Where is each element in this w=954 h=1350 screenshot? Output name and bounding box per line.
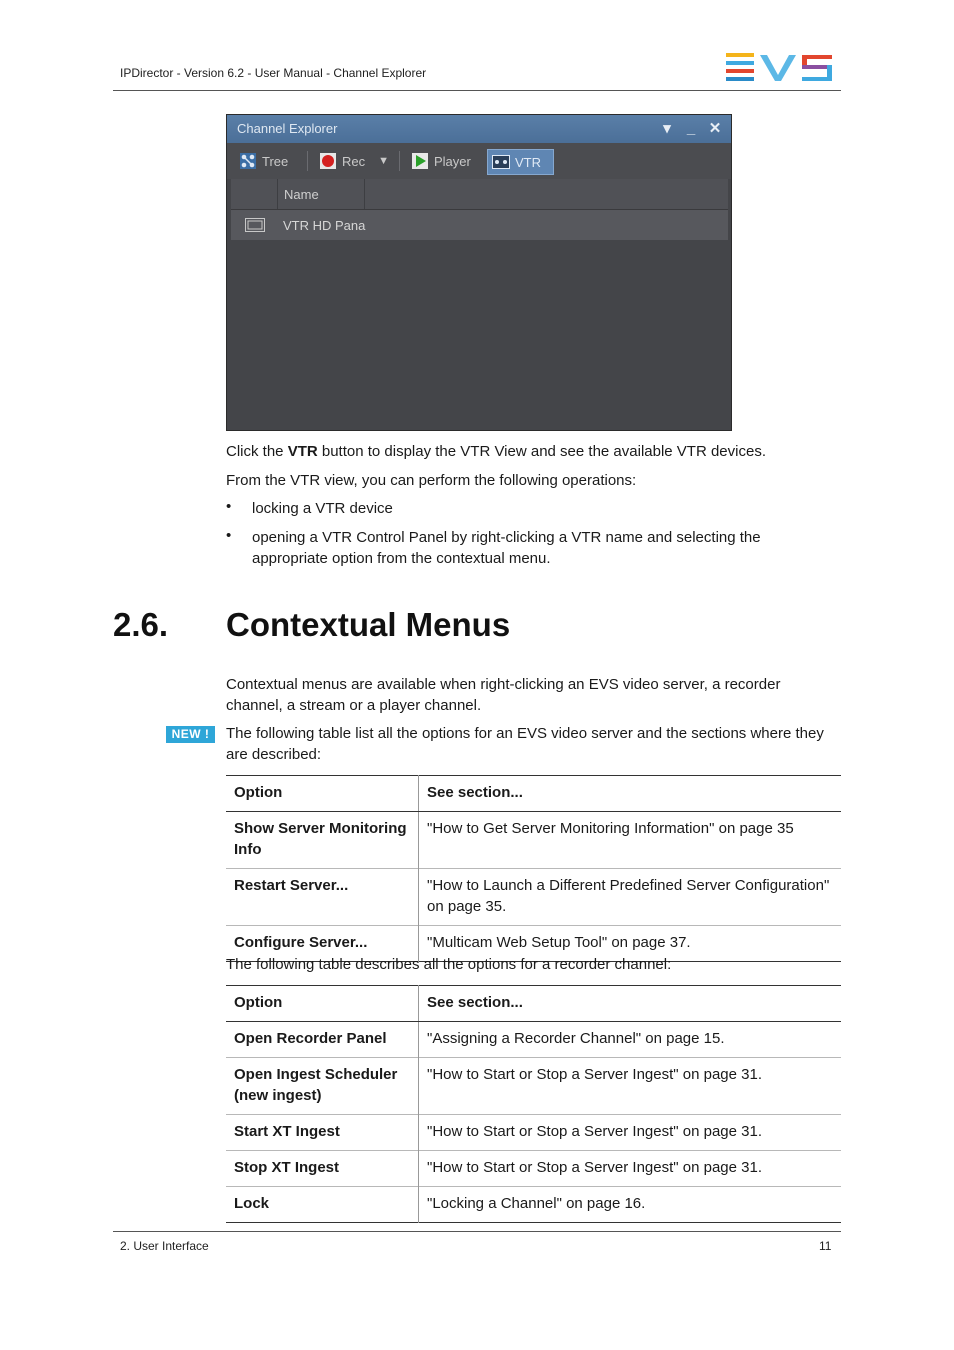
section-number: 2.6. xyxy=(113,606,169,643)
table-cell-option: Restart Server... xyxy=(226,869,419,926)
vtr-device-name[interactable]: VTR HD Pana xyxy=(283,218,366,233)
play-icon xyxy=(411,152,429,170)
bullet-item: opening a VTR Control Panel by right-clicking a VTR name and selecting the appropriate option from the contextual menu. xyxy=(252,529,761,567)
vtr-device-icon xyxy=(245,218,265,232)
table-cell-section: "How to Start or Stop a Server Ingest" on page 31. xyxy=(427,1159,763,1176)
table-cell-option: Lock xyxy=(226,1187,419,1223)
table-cell-section: "Assigning a Recorder Channel" on page 15. xyxy=(427,1030,725,1047)
paragraph: Click the VTR button to display the VTR View and see the available VTR devices. xyxy=(226,443,766,460)
rec-button[interactable] xyxy=(319,149,389,173)
toolbar-separator xyxy=(399,151,400,171)
rec-dropdown-icon[interactable]: ▼ xyxy=(378,155,390,167)
vtr-button[interactable] xyxy=(487,149,554,175)
paragraph: The following table list all the options for an EVS video server and the sections where they are described: xyxy=(226,725,824,763)
table-row xyxy=(226,1187,841,1223)
table-cell-section: "How to Start or Stop a Server Ingest" on page 31. xyxy=(427,1123,763,1140)
table-row xyxy=(226,812,841,869)
toolbar xyxy=(227,143,731,179)
tree-icon xyxy=(239,152,257,170)
paragraph: From the VTR view, you can perform the following operations: xyxy=(226,472,637,489)
close-icon[interactable]: ✕ xyxy=(708,120,722,137)
table-row xyxy=(226,1151,841,1187)
server-options-table xyxy=(226,775,841,962)
table-cell-section: "Multicam Web Setup Tool" on page 37. xyxy=(427,934,691,951)
window-title: Channel Explorer xyxy=(237,121,338,136)
recorder-options-table xyxy=(226,985,841,1223)
table-cell-option: Start XT Ingest xyxy=(226,1115,419,1151)
header-rule xyxy=(113,90,841,91)
new-badge: NEW ! xyxy=(166,726,215,743)
column-name[interactable]: Name xyxy=(284,187,319,202)
bullet-marker: • xyxy=(226,498,232,515)
tree-label: Tree xyxy=(262,153,289,169)
table-row xyxy=(226,869,841,926)
table-cell-section: "How to Get Server Monitoring Information" on page 35 xyxy=(427,820,794,837)
footer-rule xyxy=(113,1231,841,1232)
table-row xyxy=(226,1115,841,1151)
window-titlebar xyxy=(227,115,731,143)
dropdown-icon[interactable]: ▾ xyxy=(663,120,671,137)
table-cell-option: Open Recorder Panel xyxy=(226,1022,419,1058)
table-header: Option xyxy=(226,776,419,812)
footer-chapter: 2. User Interface xyxy=(120,1239,209,1253)
tree-button[interactable] xyxy=(239,149,288,173)
toolbar-separator xyxy=(307,151,308,171)
record-icon xyxy=(319,152,337,170)
evs-logo xyxy=(726,53,834,82)
column-divider xyxy=(277,179,278,209)
table-cell-option: Stop XT Ingest xyxy=(226,1151,419,1187)
table-cell-option: Configure Server... xyxy=(226,926,419,962)
table-header: See section... xyxy=(419,986,842,1022)
table-cell-section: "How to Launch a Different Predefined Server Configuration" on page 35. xyxy=(427,877,830,915)
table-cell-section: "Locking a Channel" on page 16. xyxy=(427,1195,646,1212)
bullet-marker: • xyxy=(226,527,232,544)
vtr-label: VTR xyxy=(515,154,541,170)
table-row xyxy=(226,1022,841,1058)
paragraph: Contextual menus are available when right-clicking an EVS video server, a recorder channel, a stream or a player channel. xyxy=(226,676,781,714)
table-header: See section... xyxy=(419,776,842,812)
vtr-icon xyxy=(492,155,510,169)
channel-explorer-screenshot xyxy=(226,114,732,431)
table-cell-option: Open Ingest Scheduler (new ingest) xyxy=(226,1058,419,1115)
paragraph: The following table describes all the options for a recorder channel: xyxy=(226,956,672,973)
table-header-row xyxy=(226,986,841,1022)
section-title: Contextual Menus xyxy=(226,606,511,643)
running-header: IPDirector - Version 6.2 - User Manual - Channel Explorer xyxy=(120,66,427,80)
player-label: Player xyxy=(434,153,471,169)
bullet-item: locking a VTR device xyxy=(252,500,393,517)
minimize-icon[interactable]: _ xyxy=(686,120,696,137)
page-number: 11 xyxy=(819,1239,832,1253)
rec-label: Rec xyxy=(342,153,366,169)
table-cell-section: "How to Start or Stop a Server Ingest" on page 31. xyxy=(427,1066,763,1083)
player-button[interactable] xyxy=(411,149,471,173)
column-divider xyxy=(364,179,365,209)
table-cell-option: Show Server Monitoring Info xyxy=(226,812,419,869)
table-row xyxy=(226,1058,841,1115)
table-header-row xyxy=(226,776,841,812)
table-header: Option xyxy=(226,986,419,1022)
